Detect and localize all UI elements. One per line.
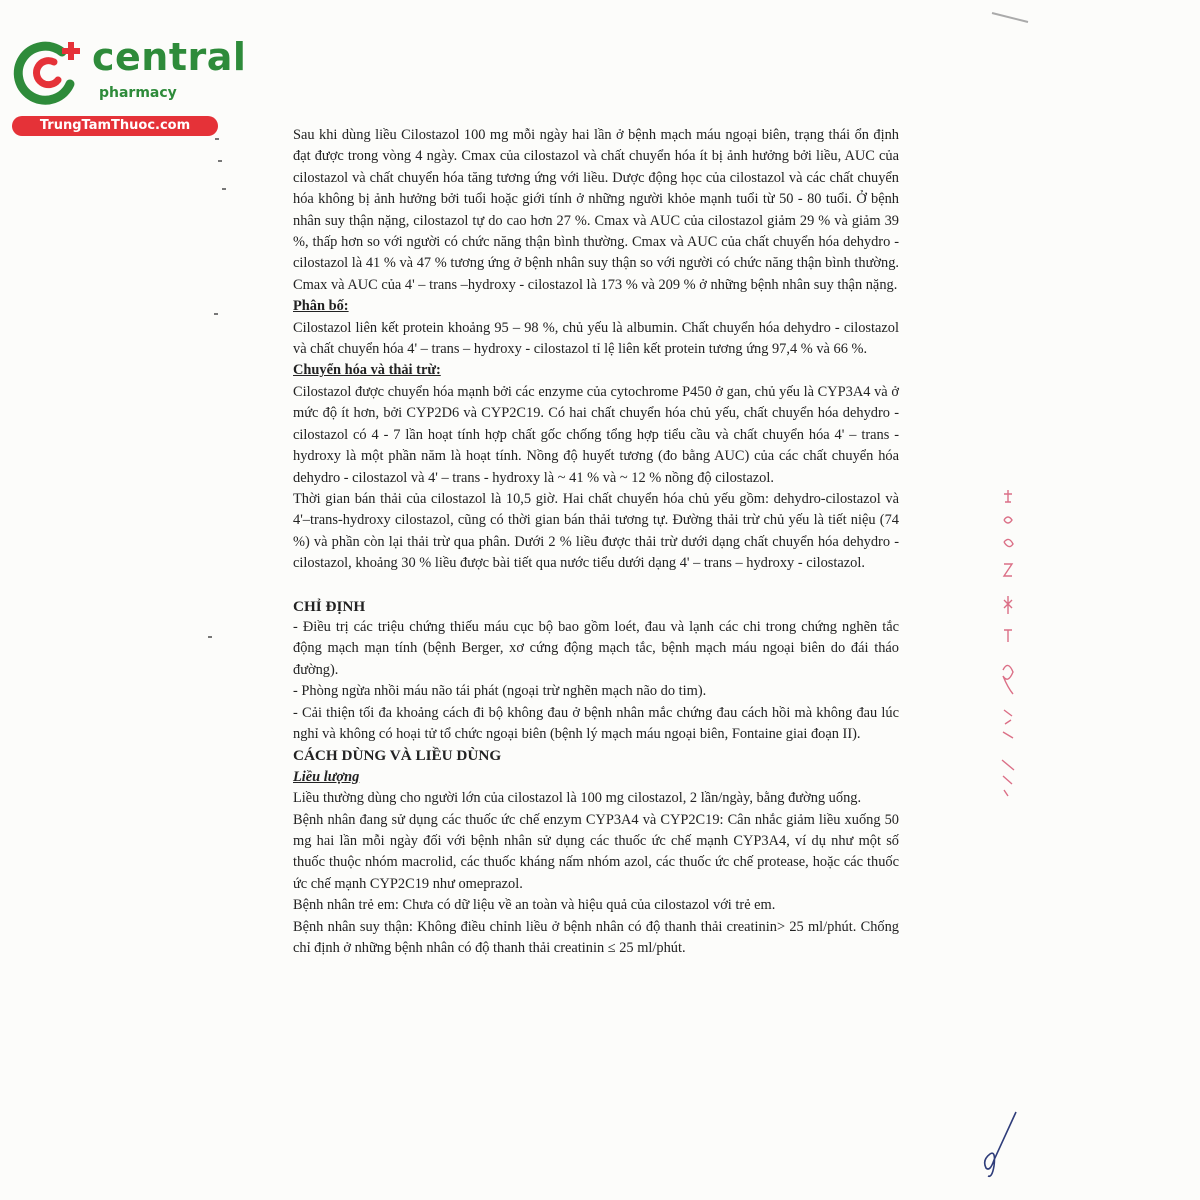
- scan-speck: [214, 313, 218, 315]
- indication-item: - Cải thiện tối đa khoảng cách đi bộ không đau ở bệnh nhân mắc chứng đau cách hồi mà không đau lúc nghỉ và không có hoại tử tổ chức ngoại biên (bệnh lý mạch máu ngoại biên, Fontaine giai đoạn II).: [293, 704, 899, 742]
- dosage-heading: CÁCH DÙNG VÀ LIỀU DÙNG: [293, 747, 502, 765]
- metabolism-heading: Chuyển hóa và thải trừ:: [293, 362, 441, 379]
- dosage-subheading: Liều lượng: [293, 768, 360, 785]
- red-approval-stamp: [994, 480, 1024, 800]
- dosage-paragraph: Bệnh nhân suy thận: Không điều chỉnh liều ở bệnh nhân có độ thanh thải creatinin> 25 ml/phút. Chống chỉ định ở những bệnh nhân có độ thanh thải creatinin ≤ 25 ml/phút.: [293, 918, 899, 957]
- indication-item: - Phòng ngừa nhồi máu não tái phát (ngoại trừ nghẽn mạch não do tim).: [293, 683, 707, 700]
- pharmacy-c-cross-icon: [10, 36, 90, 106]
- logo-subtitle: pharmacy: [99, 85, 177, 101]
- scan-corner-mark: [990, 10, 1030, 24]
- indications-heading: CHỈ ĐỊNH: [293, 597, 366, 615]
- indication-item: - Điều trị các triệu chứng thiếu máu cục bộ bao gồm loét, đau và lạnh các chi trong chứng nghẽn tắc động mạch mạn tính (bệnh Berger, xơ cứng động mạch tắc, bệnh mạch máu ngoại biên do đái tháo đường).: [293, 618, 899, 678]
- dosage-paragraph: Liều thường dùng cho người lớn của cilostazol là 100 mg cilostazol, 2 lần/ngày, bằng đường uống.: [293, 790, 862, 807]
- elimination-paragraph: Thời gian bán thải của cilostazol là 10,5 giờ. Hai chất chuyển hóa chủ yếu gồm: dehydro-cilostazol và 4'–trans-hydroxy cilostazol, cũng có thời gian bán thải tương tự. Đường thải trừ chủ yếu là tiết niệu (74 %) và phần còn lại thải trừ qua phân. Dưới 2 % liều được thải trừ dưới dạng chất chuyển hóa dehydro - cilostazol, khoảng 30 % liều được bài tiết qua nước tiểu dưới dạng 4' – trans – hydroxy - cilostazol.: [293, 490, 899, 572]
- logo-url-badge[interactable]: TrungTamThuoc.com: [12, 116, 218, 136]
- scan-speck: [218, 160, 222, 162]
- dosage-paragraph: Bệnh nhân đang sử dụng các thuốc ức chế enzym CYP3A4 và CYP2C19: Cân nhắc giảm liều xuống 50 mg hai lần mỗi ngày đối với bệnh nhân sử dụng các thuốc ức chế mạnh CYP3A4, ví dụ như một số thuốc thuộc nhóm macrolid, các thuốc kháng nấm nhóm azol, các thuốc ức chế protease, hoặc các thuốc ức chế mạnh CYP2C19 như omeprazol.: [293, 811, 899, 892]
- logo-name: central: [92, 35, 247, 79]
- distribution-paragraph: Cilostazol liên kết protein khoảng 95 – 98 %, chủ yếu là albumin. Chất chuyển hóa dehydro - cilostazol và chất chuyển hóa 4' – trans – hydroxy - cilostazol tỉ lệ liên kết protein tương ứng 97,4 % và 66 %.: [293, 319, 899, 358]
- distribution-heading: Phân bố:: [293, 298, 349, 315]
- scan-speck: [215, 138, 219, 140]
- metabolism-paragraph: Cilostazol được chuyển hóa mạnh bởi các enzyme của cytochrome P450 ở gan, chủ yếu là CYP3A4 và ở mức độ ít hơn, bởi CYP2D6 và CYP2C19. Có hai chất chuyển hóa chủ yếu, chất chuyển hóa dehydro - cilostazol có 4 - 7 lần hoạt tính hợp chất gốc chống tổng hợp tiểu cầu và chất chuyển hóa 4' – trans - hydroxy là một phần năm là hoạt tính. Nồng độ huyết tương (đo bằng AUC) của các chất chuyển hóa dehydro - cilostazol và 4' – trans - hydroxy là ~ 41 % và ~ 12 % nồng độ cilostazol.: [293, 383, 899, 486]
- scan-speck: [222, 188, 226, 190]
- pharmacokinetics-paragraph: Sau khi dùng liều Cilostazol 100 mg mỗi ngày hai lần ở bệnh mạch máu ngoại biên, trạng thái ổn định đạt được trong vòng 4 ngày. Cmax của cilostazol và chất chuyển hóa ít bị ảnh hưởng bởi liều, AUC của cilostazol và chất chuyển hóa tăng tương ứng với liều. Dược động học của cilostazol và các chất chuyển hóa không bị ảnh hưởng bởi tuổi hoặc giới tính ở những người khỏe mạnh tuổi từ 50 - 80 tuổi. Ở bệnh nhân suy thận nặng, cilostazol tự do cao hơn 27 %. Cmax và AUC của cilostazol giảm 29 % và giảm 39 %, thấp hơn so với người có chức năng thận bình thường. Cmax và AUC của chất chuyển hóa dehydro - cilostazol là 41 % và 47 % tương ứng ở bệnh nhân suy thận so với người có chức năng thận bình thường. Cmax và AUC của 4' – trans –hydroxy - cilostazol là 173 % và 209 % ở những bệnh nhân suy thận nặng.: [293, 127, 899, 293]
- central-pharmacy-logo[interactable]: [10, 35, 247, 136]
- handwritten-signature: [976, 1110, 1026, 1180]
- dosage-paragraph: Bệnh nhân trẻ em: Chưa có dữ liệu về an toàn và hiệu quả của cilostazol với trẻ em.: [293, 897, 776, 914]
- scan-speck: [208, 636, 212, 638]
- leaflet-body: [293, 125, 899, 959]
